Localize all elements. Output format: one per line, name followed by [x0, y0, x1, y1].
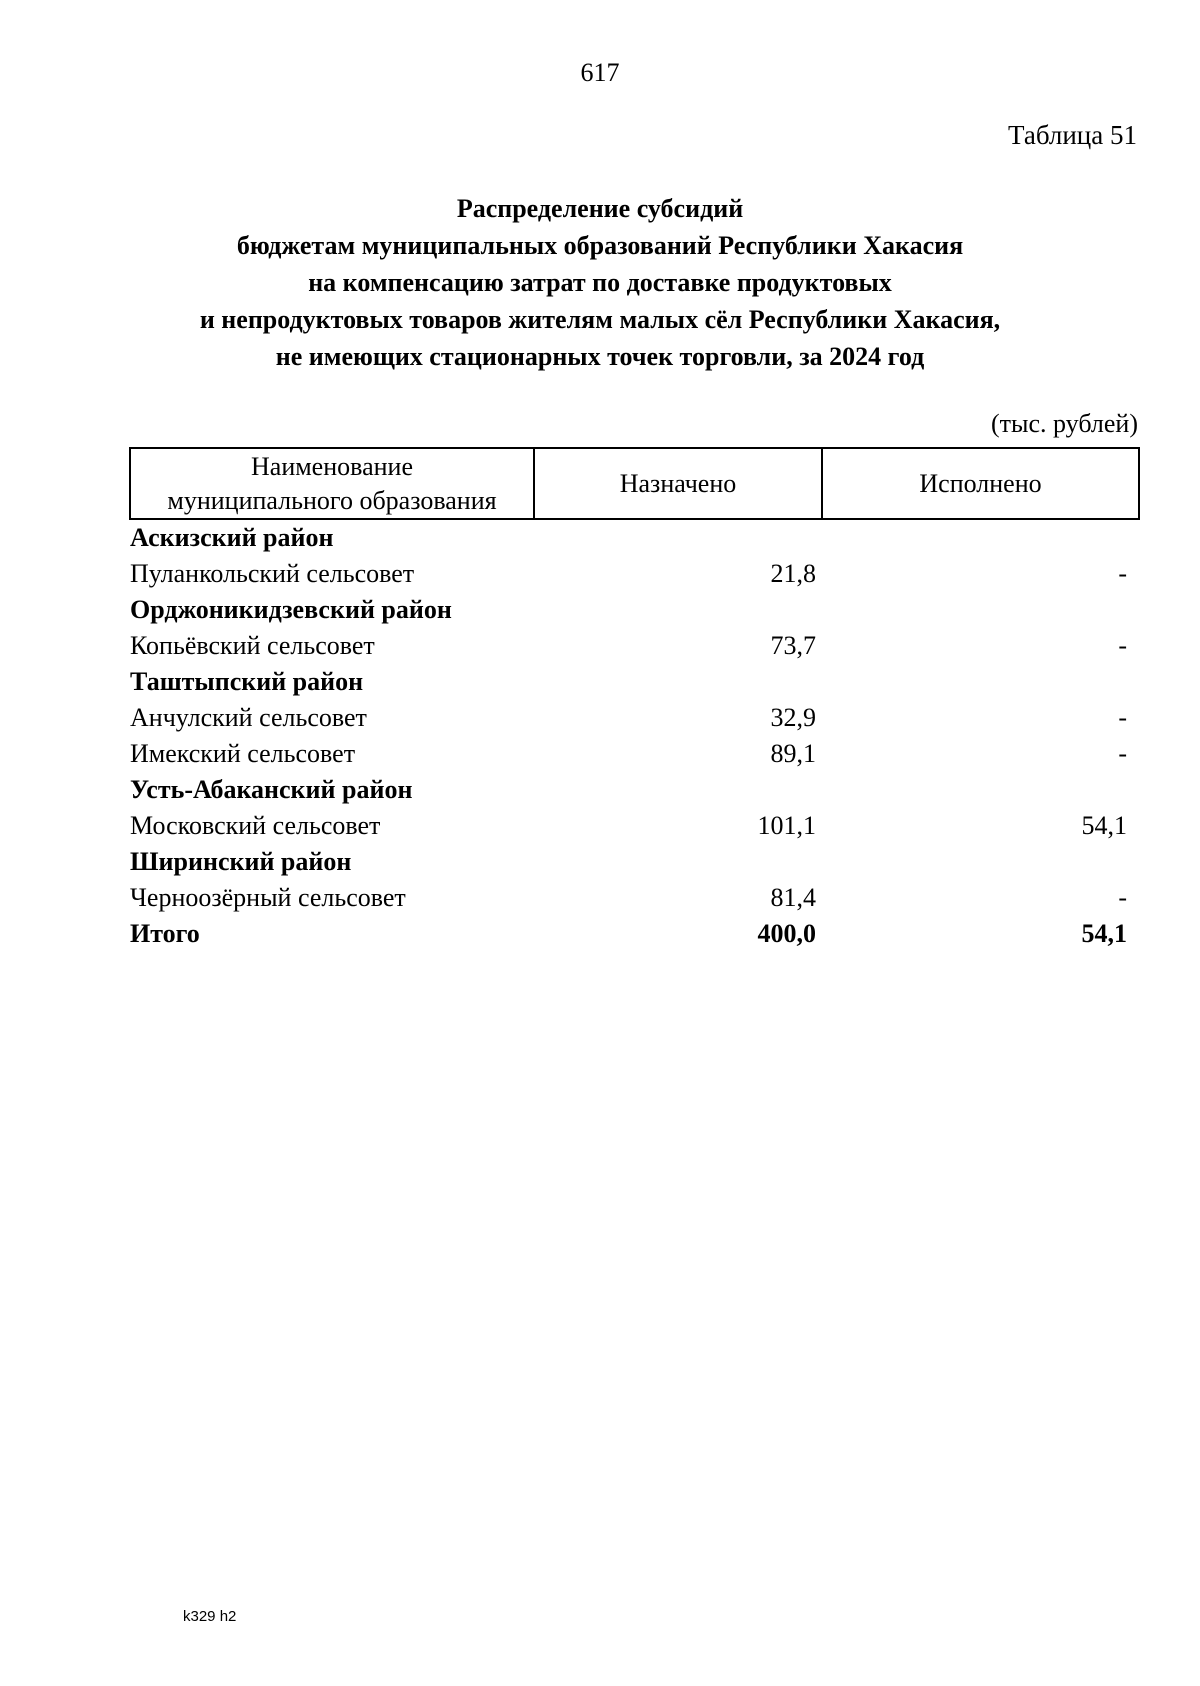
table-row: [130, 880, 1139, 916]
header-executed: Исполнено: [822, 448, 1139, 519]
cell-assigned: 89,1: [770, 739, 816, 768]
cell-name: Таштыпский район: [130, 667, 364, 696]
table-group-row: [130, 664, 1139, 700]
table-row: [130, 700, 1139, 736]
header-municipality: [130, 448, 534, 519]
cell-assigned: 73,7: [770, 631, 816, 660]
document-title: [0, 190, 1200, 375]
table-body: [130, 519, 1139, 952]
cell-name: Имекский сельсовет: [130, 739, 356, 768]
cell-executed: 54,1: [1081, 919, 1127, 948]
cell-assigned: [534, 592, 822, 628]
cell-name: Копьёвский сельсовет: [130, 631, 375, 660]
subsidy-table: [129, 447, 1140, 952]
cell-executed: [822, 772, 1139, 808]
table-row: [130, 628, 1139, 664]
page-number: 617: [580, 58, 620, 87]
title-line: на компенсацию затрат по доставке продуктовых: [308, 268, 892, 297]
table-row: [130, 808, 1139, 844]
cell-name: Усть-Абаканский район: [130, 775, 413, 804]
cell-executed: [822, 664, 1139, 700]
cell-executed: -: [1118, 559, 1127, 588]
cell-executed: [822, 592, 1139, 628]
cell-name: Московский сельсовет: [130, 811, 381, 840]
cell-assigned: [534, 519, 822, 556]
title-line: бюджетам муниципальных образований Республики Хакасия: [236, 231, 964, 260]
table-group-row: [130, 592, 1139, 628]
cell-assigned: 101,1: [757, 811, 816, 840]
header-municipality-line2: муниципального образования: [167, 485, 497, 515]
cell-assigned: 81,4: [770, 883, 816, 912]
title-line: Распределение субсидий: [456, 194, 744, 223]
title-line: и непродуктовых товаров жителям малых сёл Республики Хакасия,: [199, 305, 1001, 334]
cell-name: Аскизский район: [130, 523, 334, 552]
table-row: [130, 556, 1139, 592]
cell-executed: [822, 519, 1139, 556]
footer-code: k329 h2: [183, 1608, 237, 1625]
cell-assigned: 21,8: [770, 559, 816, 588]
units-label: (тыс. рублей): [990, 409, 1138, 438]
table-group-row: [130, 844, 1139, 880]
cell-name: Анчулский сельсовет: [130, 703, 367, 732]
cell-assigned: [534, 664, 822, 700]
cell-assigned: 400,0: [757, 919, 816, 948]
header-municipality-line1: Наименование: [251, 451, 413, 481]
header-assigned: Назначено: [534, 448, 822, 519]
cell-executed: 54,1: [1081, 811, 1127, 840]
cell-executed: -: [1118, 739, 1127, 768]
table-header-row: [130, 448, 1139, 519]
cell-name: Орджоникидзевский район: [130, 595, 452, 624]
table-label: Таблица 51: [1008, 120, 1137, 150]
cell-assigned: 32,9: [770, 703, 816, 732]
cell-name: Итого: [130, 919, 200, 948]
cell-name: Черноозёрный сельсовет: [130, 883, 406, 912]
table-total-row: [130, 916, 1139, 952]
cell-assigned: [534, 772, 822, 808]
cell-assigned: [534, 844, 822, 880]
table-group-row: [130, 772, 1139, 808]
title-line: не имеющих стационарных точек торговли, за 2024 год: [275, 342, 925, 371]
cell-executed: -: [1118, 631, 1127, 660]
table-row: [130, 736, 1139, 772]
cell-name: Пуланкольский сельсовет: [130, 559, 415, 588]
cell-name: Ширинский район: [130, 847, 352, 876]
cell-executed: -: [1118, 883, 1127, 912]
cell-executed: -: [1118, 703, 1127, 732]
cell-executed: [822, 844, 1139, 880]
table-group-row: [130, 519, 1139, 556]
